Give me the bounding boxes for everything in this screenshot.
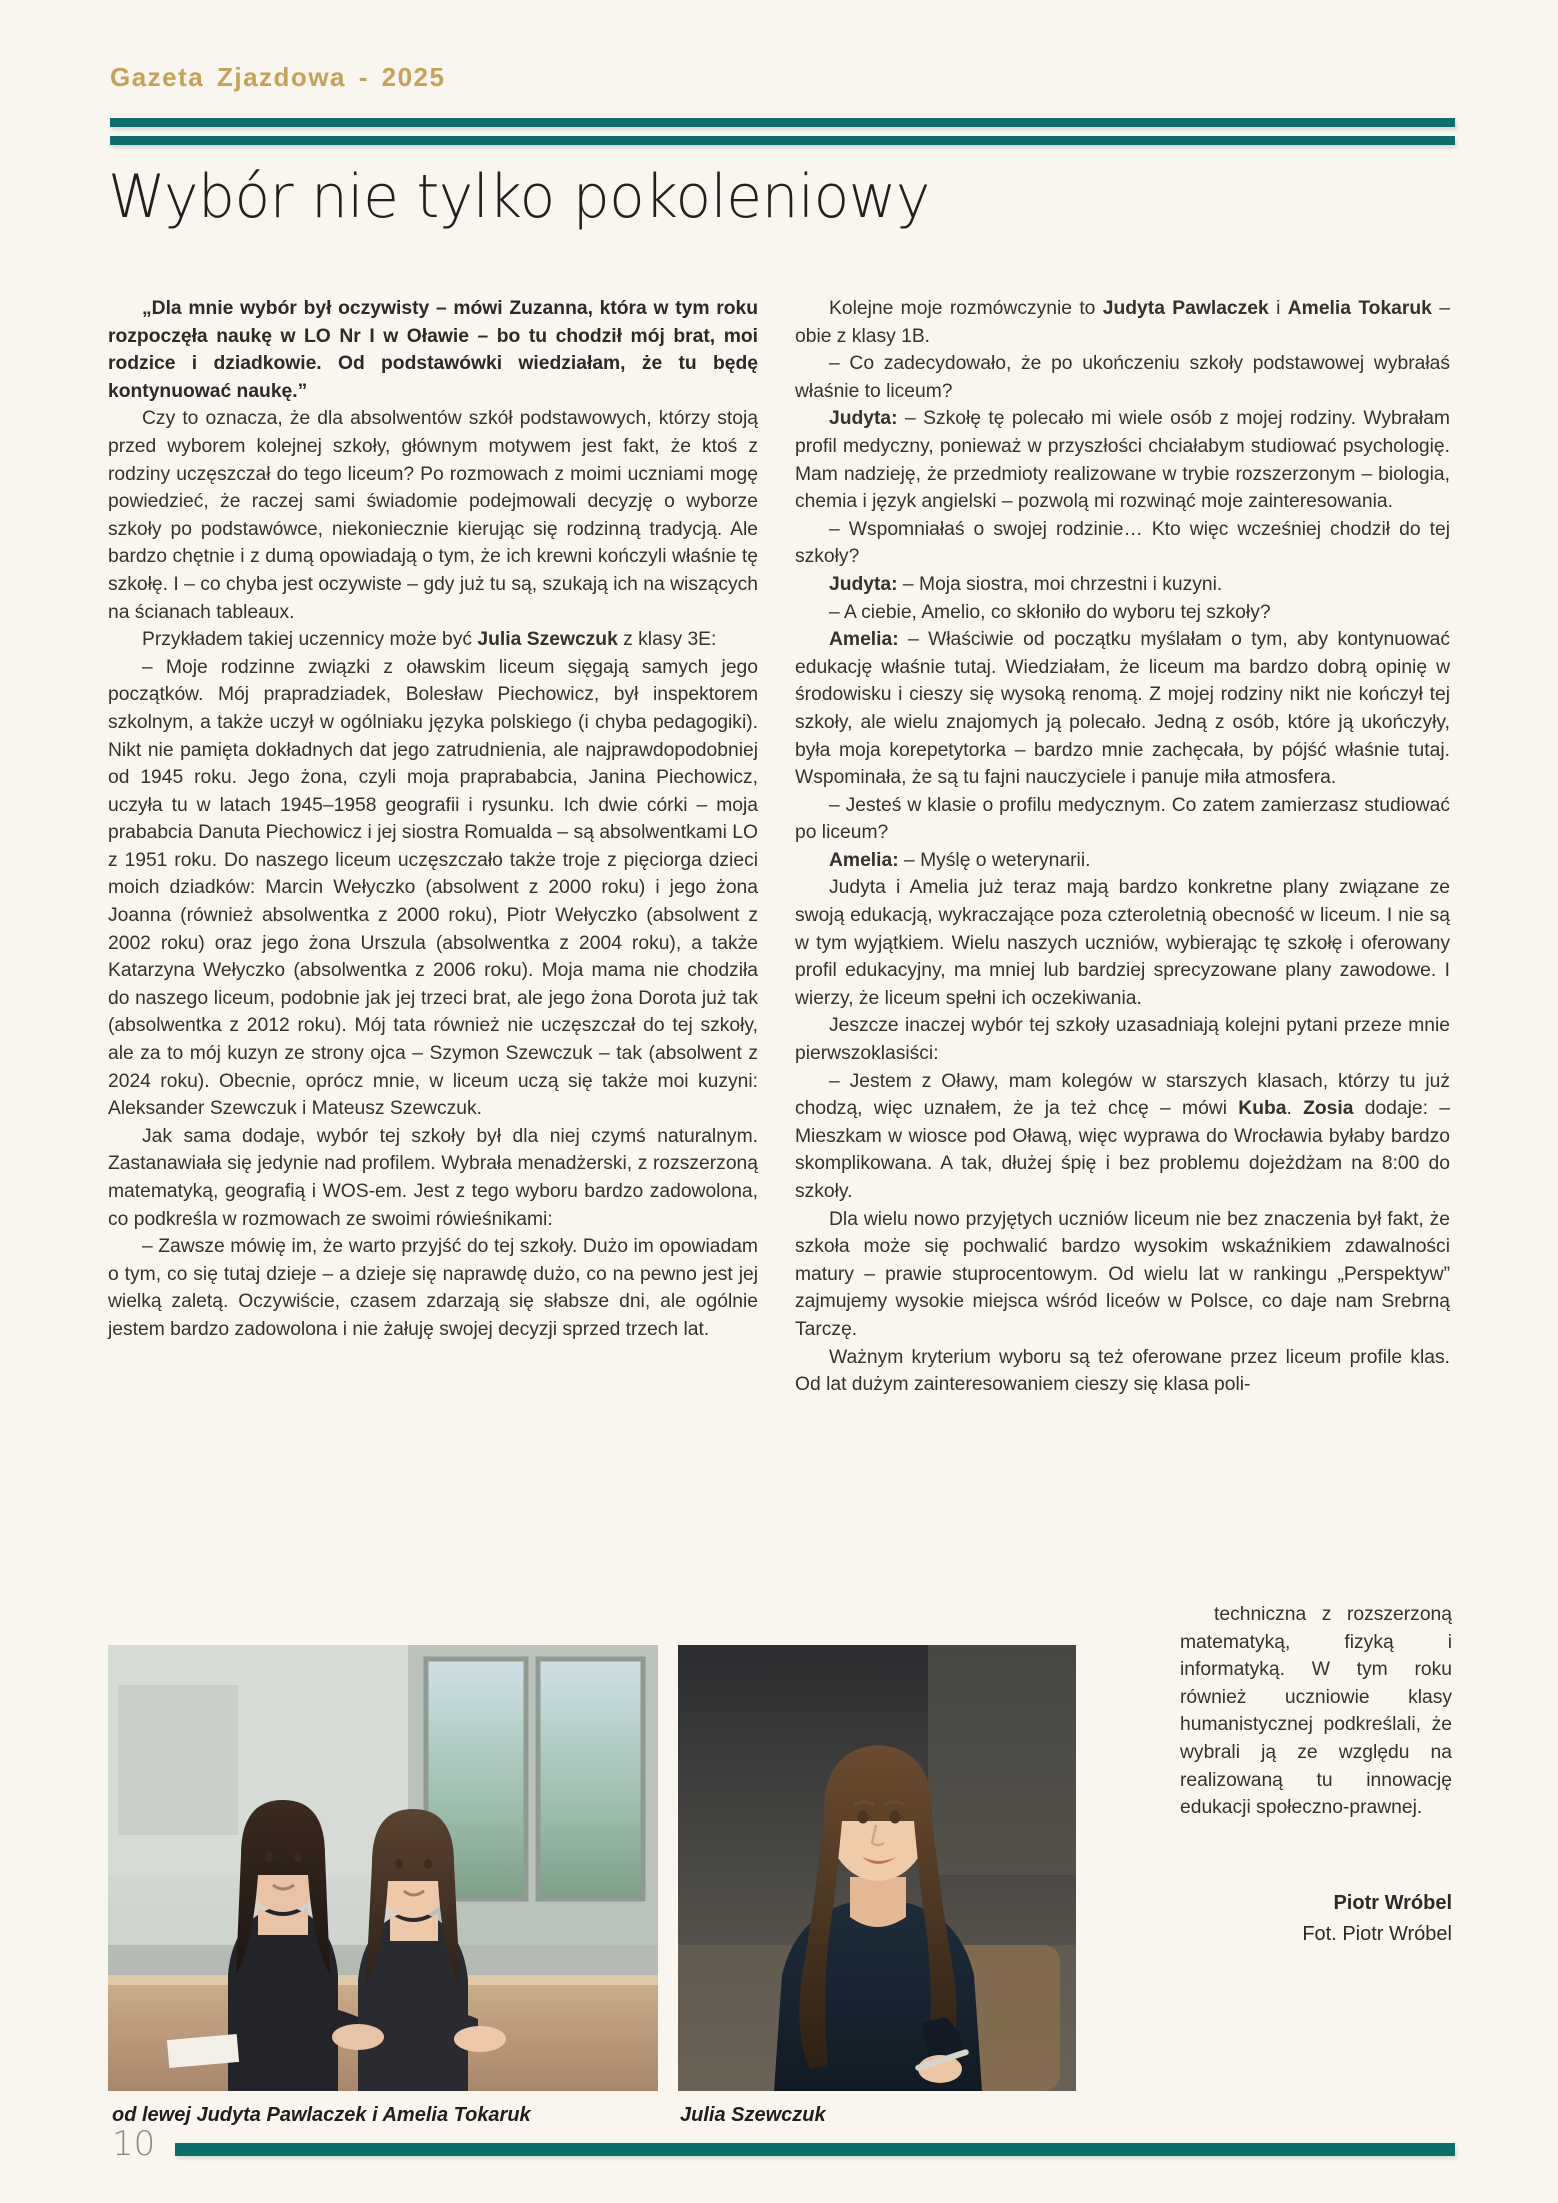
paragraph-answer — [795, 405, 1450, 515]
masthead-rules — [110, 118, 1455, 145]
speaker-label: Amelia: — [829, 849, 899, 871]
rule-bottom — [110, 136, 1455, 145]
page-title: Wybór nie tylko pokoleniowy — [108, 162, 930, 232]
article-column-left — [108, 295, 758, 1344]
paragraph: Ważnym kryterium wyboru są też oferowane przez liceum profile klas. Od lat dużym zainteresowaniem cieszy się klasa poli- — [795, 1346, 1450, 1396]
photo-1-artwork — [108, 1645, 658, 2091]
lead-paragraph: „Dla mnie wybór był oczywisty – mówi Zuzanna, która w tym roku rozpoczęła naukę w LO Nr I w Oławie – bo tu chodził mój brat, moi rodzice i dziadkowie. Od podstawówki wiedziałam, że tu będę kontynuować naukę.” — [108, 298, 758, 402]
paragraph-question: – Co zadecydowało, że po ukończeniu szkoły podstawowej wybrałaś właśnie to liceum? — [795, 353, 1450, 402]
speaker-label: Judyta: — [829, 408, 898, 430]
text-segment: – Jestem z Oławy, mam kolegów w starszych klasach, którzy tu już chodzą, więc uznałem, że ja też chcę – mówi — [795, 1070, 1450, 1120]
paragraph-question: – Jesteś w klasie o profilu medycznym. Co zatem zamierzasz studiować po liceum? — [795, 794, 1450, 844]
paragraph-julia-intro — [108, 626, 758, 654]
text-segment: dodaje: – Mieszkam w wiosce pod Oławą, więc wyprawa do Wrocławia byłaby bardzo skomplikowana. A tak, dłużej śpię i bez problemu dojeżdżam na 8:00 do szkoły. — [795, 1098, 1450, 1202]
text-segment: i — [1268, 298, 1288, 319]
masthead-title: Gazeta Zjazdowa - 2025 — [110, 62, 446, 92]
page-number: 10 — [112, 2124, 156, 2164]
rule-top — [110, 118, 1455, 127]
paragraph-answer — [795, 571, 1450, 599]
paragraph-question: – Wspomniałaś o swojej rodzinie… Kto więc wcześniej chodził do tej szkoły? — [795, 518, 1450, 568]
photo-caption-1: od lewej Judyta Pawlaczek i Amelia Tokaruk — [112, 2104, 531, 2126]
paragraph-kuba-zosia — [795, 1068, 1450, 1206]
article-signature — [1180, 1888, 1452, 1950]
paragraph-interviewees-intro — [795, 295, 1450, 350]
article-column-right-narrow — [1180, 1601, 1452, 1822]
paragraph-question: – A ciebie, Amelio, co skłoniło do wyboru tej szkoły? — [829, 601, 1271, 623]
footer-rule — [175, 2143, 1455, 2156]
speaker-label: Amelia: — [829, 629, 899, 651]
paragraph-answer — [795, 847, 1450, 875]
masthead — [110, 62, 1450, 93]
paragraph: – Zawsze mówię im, że warto przyjść do tej szkoły. Dużo im opowiadam o tym, co się tutaj dzieje – a dzieje się naprawdę dużo, co na pewno jest jej wielką zaletą. Oczywiście, czasem zdarzają się słabsze dni, ale ogólnie jestem bardzo zadowolona i nie żałuję swojej decyzji sprzed trzech lat. — [108, 1236, 758, 1340]
speaker-label: Judyta: — [829, 573, 898, 595]
paragraph: Jak sama dodaje, wybór tej szkoły był dla niej czymś naturalnym. Zastanawiała się jedynie nad profilem. Wybrała menadżerski, z rozszerzoną matematyką, geografią i WOS-em. Jest z tego wyboru bardzo zadowolona, co podkreśla w rozmowach ze swoimi rówieśnikami: — [108, 1125, 758, 1230]
photo-2-artwork — [678, 1645, 1076, 2091]
paragraph: Judyta i Amelia już teraz mają bardzo konkretne plany związane ze swoją edukacją, wykraczające poza czteroletnią obecność w liceum. I nie są w tym wyjątkiem. Wielu naszych uczniów, wybierając tę szkołę i oferowany profil edukacyjny, ma mniej lub bardziej sprecyzowane plany zawodowe. I wierzy, że liceum spełni ich oczekiwania. — [795, 877, 1450, 1009]
paragraph-wrapped: techniczna z rozszerzoną matematyką, fizyką i informatyką. W tym roku również uczniowie klasy humanistycznej podkreślali, że wybrali ją ze względu na realizowaną tu innowację edukacji społeczno-prawnej. — [1180, 1604, 1452, 1819]
photo-credit: Fot. Piotr Wróbel — [1302, 1923, 1452, 1945]
paragraph: Jeszcze inaczej wybór tej szkoły uzasadniają kolejni pytani przeze mnie pierwszoklasiści: — [795, 1015, 1450, 1065]
person-name-julia: Julia Szewczuk — [477, 629, 618, 651]
text-segment: Kolejne moje rozmówczynie to — [829, 298, 1103, 319]
paragraph: – Moje rodzinne związki z oławskim liceum sięgają samych jego początków. Mój prapradziadek, Bolesław Piechowicz, był inspektorem szkolnym, a także uczył w ogólniaku języka polskiego (i chyba pedagogiki). Nikt nie pamięta dokładnych dat jego zatrudnienia, ale najprawdopodobniej od 1945 roku. Jego żona, czyli moja praprababcia, Janina Piechowicz, uczyła tu w latach 1945–1958 geografii i rysunku. Ich dwie córki – moja prababcia Danuta Piechowicz i jej siostra Romualda – są absolwentkami LO z 1951 roku. Do naszego liceum uczęszczało także troje z pięciorga dzieci moich dziadków: Marcin Wełyczko (absolwent z 2000 roku) i jego żona Joanna (również absolwentka z 2000 roku), Piotr Wełyczko (absolwent z 2002 roku) oraz jego żona Urszula (absolwentka z 2004 roku), a także Katarzyna Wełyczko (absolwentka z 2006 roku). Moja mama nie chodziła do naszego liceum, podobnie jak jej trzeci brat, ale jego żona Dorota już tak (absolwentka z 2012 roku). Mój tata również nie uczęszczał do tej szkoły, ale za to mój kuzyn ze strony ojca – Szymon Szewczuk – tak (absolwent z 2024 roku). Obecnie, oprócz mnie, w liceum uczą się także moi kuzyni: Aleksander Szewczuk i Mateusz Szewczuk. — [108, 656, 758, 1120]
paragraph: Czy to oznacza, że dla absolwentów szkół podstawowych, którzy stoją przed wyborem kolejnej szkoły, głównym motywem jest fakt, że ktoś z rodziny uczęszczał do tego liceum? Po rozmowach z moimi uczniami mogę powiedzieć, że raczej sami świadomie podejmowali decyzję o wyborze szkoły po podstawówce, niekoniecznie kierując się rodzinną tradycją. Ale bardzo chętnie i z dumą opowiadają o tym, że ich krewni kończyli właśnie tę szkołę. I – co chyba jest oczywiste – gdy już tu są, szukają ich na wiszących na ścianach tableaux. — [108, 408, 758, 623]
answer-text: – Moja siostra, moi chrzestni i kuzyni. — [897, 573, 1223, 595]
person-name-zosia: Zosia — [1303, 1098, 1354, 1120]
text-segment: – obie z klasy 1B. — [795, 298, 1450, 347]
person-name-kuba: Kuba — [1238, 1098, 1287, 1120]
answer-text: – Szkołę tę polecało mi wiele osób z mojej rodziny. Wybrałam profil medyczny, ponieważ w przyszłości chciałabym studiować psychologię. Mam nadzieję, że przedmioty realizowane w trybie rozszerzonym – biologia, chemia i język angielski – pozwolą mi rozwinąć moje zainteresowania. — [795, 408, 1450, 513]
text-before-name: Przykładem takiej uczennicy może być — [142, 629, 478, 651]
paragraph: Dla wielu nowo przyjętych uczniów liceum nie bez znaczenia był fakt, że szkoła może się pochwalić bardzo wysokim wskaźnikiem zdawalności matury – prawie stuprocentowym. Od wielu lat w rankingu „Perspektyw” zajmujemy wysokie miejsca wśród liceów w Polsce, co daje nam Srebrną Tarczę. — [795, 1208, 1450, 1340]
person-name-amelia: Amelia Tokaruk — [1287, 298, 1432, 319]
answer-text: – Właściwie od początku myślałam o tym, aby kontynuować edukację właśnie tutaj. Wiedziałam, że liceum ma bardzo dobrą opinię w środowisku i cieszy się wysoką renomą. Z mojej rodziny nikt nie kończył tej szkoły, ale wielu znajomych ją polecało. Jedną z osób, które ją ukończyły, była moja korepetytorka – bardzo mnie zachęcała, by pójść właśnie tutaj. Wspominała, że są tu fajni nauczyciele i panuje miła atmosfera. — [795, 629, 1450, 789]
author-name: Piotr Wróbel — [1333, 1892, 1452, 1914]
photo-julia — [678, 1645, 1076, 2091]
article-column-right — [795, 295, 1450, 1399]
answer-text: – Myślę o weterynarii. — [898, 849, 1091, 871]
person-name-judyta: Judyta Pawlaczek — [1102, 298, 1269, 319]
photo-caption-2: Julia Szewczuk — [680, 2104, 826, 2126]
text-segment: . — [1286, 1098, 1304, 1120]
paragraph-answer — [795, 626, 1450, 792]
text-after-name: z klasy 3E: — [617, 629, 717, 651]
photo-judyta-amelia — [108, 1645, 658, 2091]
